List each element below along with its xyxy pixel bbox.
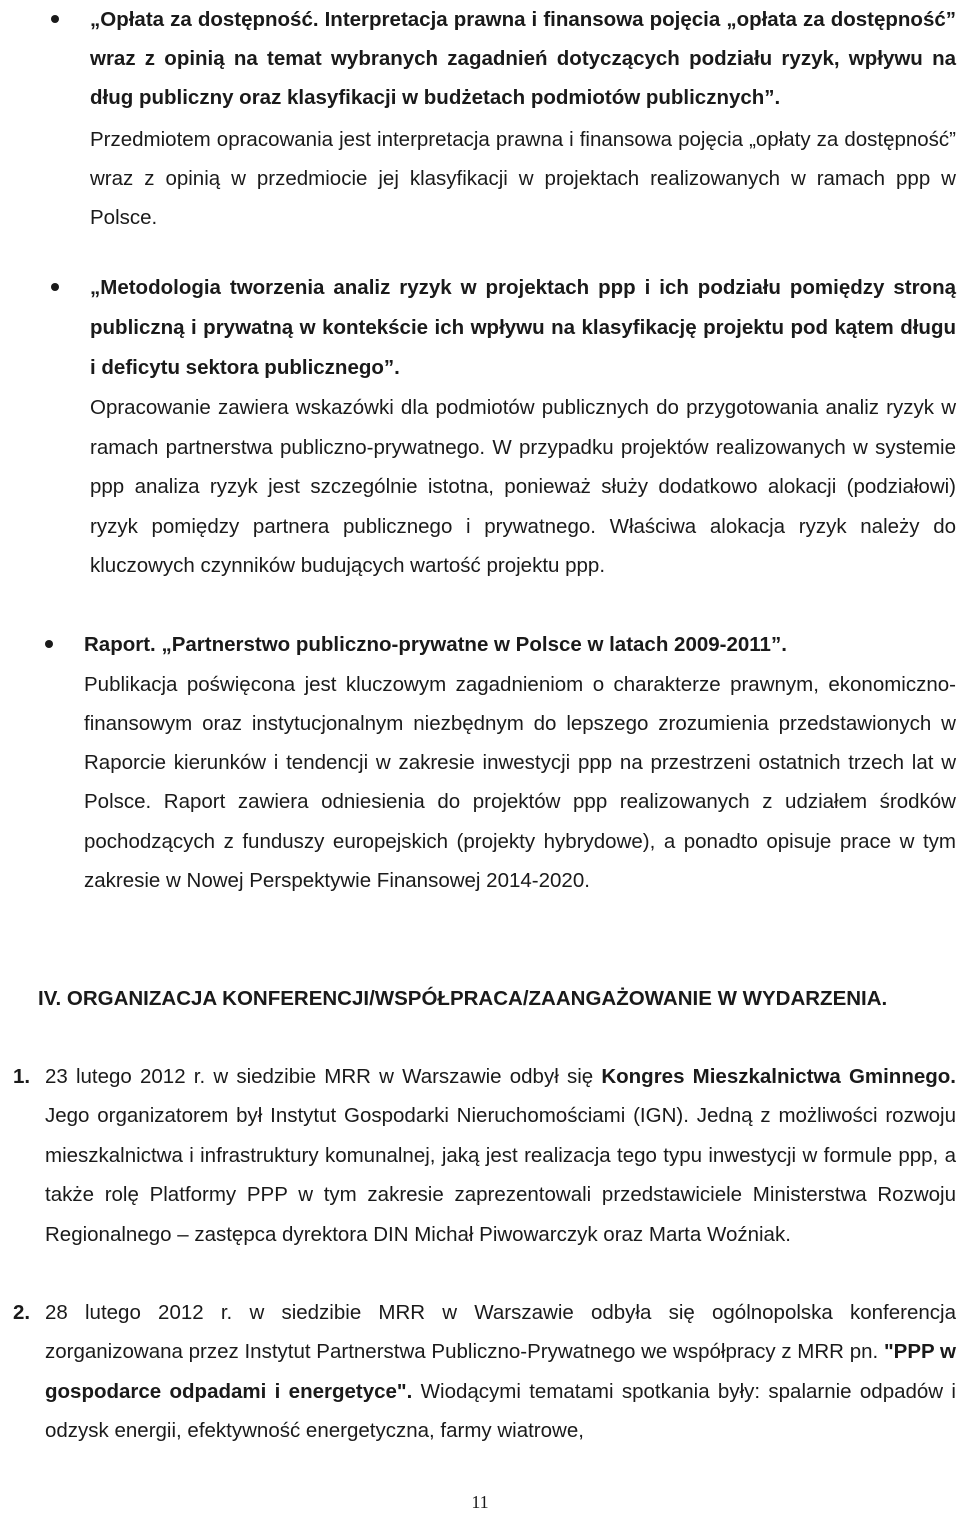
- publication-item-2: [90, 268, 956, 586]
- event-text: 23 lutego 2012 r. w siedzibie MRR w Warszawie odbył się: [45, 1065, 602, 1088]
- bullet-icon: [51, 283, 59, 291]
- publication-title: Raport. „Partnerstwo publiczno-prywatne w Polsce w latach 2009-2011”.: [84, 633, 787, 656]
- publication-item-3: [84, 625, 956, 900]
- publication-description: Przedmiotem opracowania jest interpretacja prawna i finansowa pojęcia „opłaty za dostępność” wraz z opinią w przedmiocie jej klasyfikacji w projektach realizowanych w ramach ppp w Polsce.: [90, 128, 956, 229]
- event-item-2: [45, 1293, 956, 1451]
- event-text: Jego organizatorem był Instytut Gospodarki Nieruchomościami (IGN). Jedną z możliwości rozwoju mieszkalnictwa i infrastruktury komunalnej, jaką jest realizacja tego typu inwestycji w formule ppp, a także rolę Platformy PPP w tym zakresie zaprezentowali przedstawiciele Ministerstwa Rozwoju Regionalnego – zastępca dyrektora DIN Michał Piwowarczyk oraz Marta Woźniak.: [45, 1104, 956, 1246]
- event-item-1: [45, 1057, 956, 1254]
- bullet-icon: [45, 640, 53, 648]
- event-name: "PPP w gospodarce odpadami i energetyce".: [45, 1340, 956, 1403]
- list-number: 1.: [13, 1065, 31, 1088]
- section-heading: IV. ORGANIZACJA KONFERENCJI/WSPÓŁPRACA/ZAANGAŻOWANIE W WYDARZENIA.: [38, 987, 888, 1010]
- publication-item-1: [90, 0, 956, 237]
- event-text: Wiodącymi tematami spotkania były: spalarnie odpadów i odzysk energii, efektywność energetyczna, farmy wiatrowe,: [45, 1379, 956, 1443]
- page-number: 11: [471, 1492, 489, 1512]
- bullet-icon: [51, 15, 59, 23]
- event-name: Kongres Mieszkalnictwa Gminnego.: [601, 1065, 956, 1088]
- list-number: 2.: [13, 1301, 31, 1324]
- publication-description: Opracowanie zawiera wskazówki dla podmiotów publicznych do przygotowania analiz ryzyk w ramach partnerstwa publiczno-prywatnego. W przypadku projektów realizowanych w systemie ppp analiza ryzyk jest szczególnie istotna, ponieważ służy dodatkowo alokacji (podziałowi) ryzyk pomiędzy partnera publicznego i prywatnego. Właściwa alokacja ryzyk należy do kluczowych czynników budujących wartość projektu ppp.: [90, 396, 956, 577]
- event-text: 28 lutego 2012 r. w siedzibie MRR w Warszawie odbyła się ogólnopolska konferencja zorganizowana przez Instytut Partnerstwa Publiczno-Prywatnego we współpracy z MRR pn.: [45, 1301, 956, 1364]
- publication-description: Publikacja poświęcona jest kluczowym zagadnieniom o charakterze prawnym, ekonomiczno-finansowym oraz instytucjonalnym niezbędnym do lepszego zrozumienia przedstawionych w Raporcie kierunków i tendencji w zakresie inwestycji ppp na przestrzeni ostatnich trzech lat w Polsce. Raport zawiera odniesienia do projektów ppp realizowanych z udziałem środków pochodzących z funduszy europejskich (projekty hybrydowe), a ponadto opisuje prace w tym zakresie w Nowej Perspektywie Finansowej 2014-2020.: [84, 672, 956, 892]
- publication-title: „Opłata za dostępność. Interpretacja prawna i finansowa pojęcia „opłata za dostępność” wraz z opinią na temat wybranych zagadnień dotyczących podziału ryzyk, wpływu na dług publiczny oraz klasyfikacji w budżetach podmiotów publicznych”.: [90, 8, 956, 109]
- publication-title: „Metodologia tworzenia analiz ryzyk w projektach ppp i ich podziału pomiędzy stroną publiczną i prywatną w kontekście ich wpływu na klasyfikację projektu pod kątem długu i deficytu sektora publicznego”.: [90, 276, 956, 379]
